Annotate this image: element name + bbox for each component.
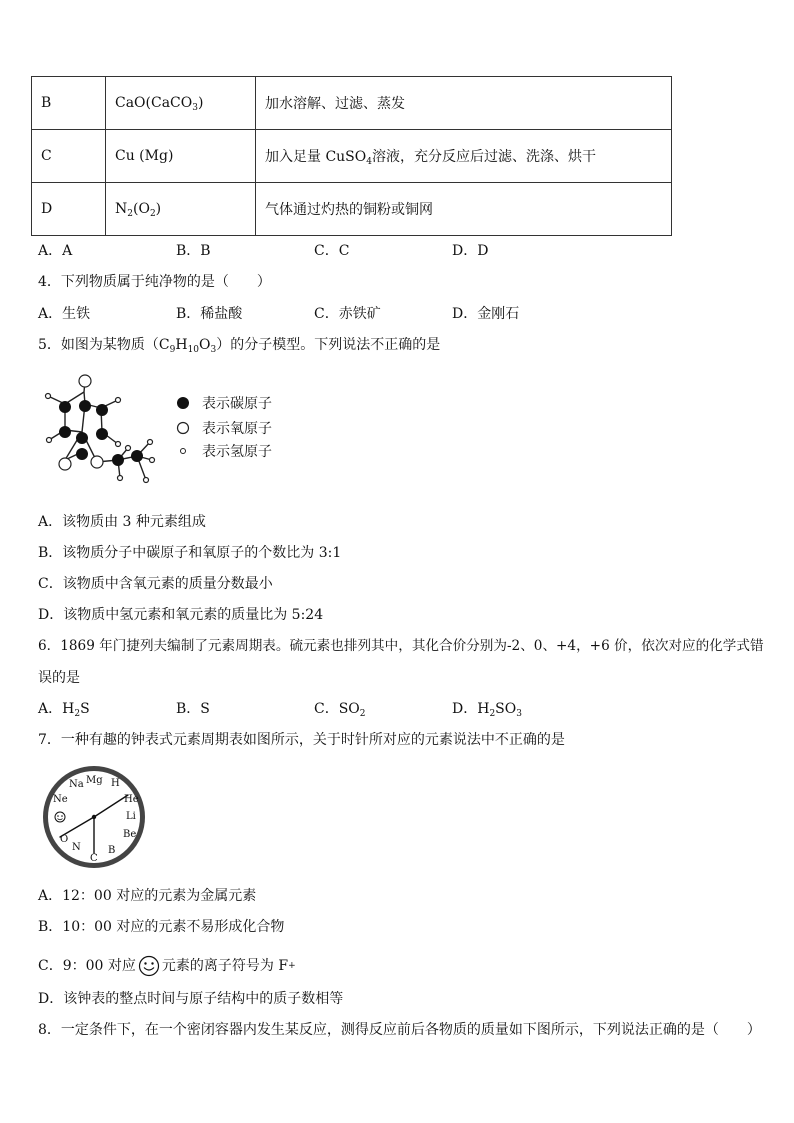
q8-stem: 8．一定条件下，在一个密闭容器内发生某反应，测得反应前后各物质的质量如下图所示，下列说法正确的是（ ） [38,1022,761,1038]
row-label: C [32,130,106,183]
q6-option-a: A．$H_2S$ [38,701,90,719]
molecule-model [40,372,160,484]
legend-carbon [176,393,272,413]
clock-label-n: N [72,842,81,853]
legend-hydrogen [176,441,272,461]
q5-option-d: D．该物质中氢元素和氧元素的质量比为 5:24 [38,607,324,623]
q5-option-c: C．该物质中含氧元素的质量分数最小 [38,576,273,592]
clock-label-o: O [60,834,69,845]
row-label: B [32,77,106,130]
legend-carbon-label: 表示碳原子 [202,396,272,412]
clock-label-li: Li [126,811,136,822]
carbon-atom-icon [176,396,190,410]
clock-label-he: He [124,794,139,805]
q7-option-c: C．9：00 对应 元素的离子符号为 F + [38,955,296,977]
q4-option-b: B．稀盐酸 [176,306,243,322]
row-substance: CaO(CaCO$_3$) [106,77,256,130]
legend-hydrogen-label: 表示氢原子 [202,444,272,460]
q6-option-d: D．$H_2SO_3$ [452,701,522,719]
clock-label-ne: Ne [53,794,68,805]
clock-label-be: Be [123,829,137,840]
q3-option-b: B．B [176,243,211,259]
legend-oxygen-label: 表示氧原子 [202,421,272,437]
q7-option-d: D．该钟表的整点时间与原子结构中的质子数相等 [38,991,344,1007]
hydrogen-atom-icon [176,444,190,458]
q5-stem: 5．如图为某物质$(C_9H_{10}O_3)$的分子模型。下列说法不正确的是 [38,337,441,355]
q7-option-b: B．10：00 对应的元素不易形成化合物 [38,919,285,935]
row-label: D [32,183,106,236]
q7-option-a: A．12：00 对应的元素为金属元素 [38,888,257,904]
table-row [32,130,672,183]
q6-stem-line2: 误的是 [38,670,80,686]
oxygen-atom-icon [176,421,190,435]
q3-option-a: A．A [38,243,73,259]
q6-option-b: B．S [176,701,210,717]
q6-option-c: C．$SO_2$ [314,701,366,719]
q5-option-b: B．该物质分子中碳原子和氧原子的个数比为 3:1 [38,545,342,561]
row-method: 加入足量 CuSO$_4$溶液，充分反应后过滤、洗涤、烘干 [256,130,672,183]
clock-label-na: Na [69,779,84,790]
q4-stem: 4．下列物质属于纯净物的是（ ） [38,274,271,290]
clock-label-b: B [108,845,116,856]
q7-stem: 7．一种有趣的钟表式元素周期表如图所示，关于时针所对应的元素说法中不正确的是 [38,732,565,748]
table-row [32,77,672,130]
row-substance: $N_2(O_2)$ [106,183,256,236]
q3-option-d: D．D [452,243,489,259]
q4-option-d: D．金刚石 [452,306,520,322]
separation-table [31,76,672,236]
clock-label-mg: Mg [86,775,103,786]
q4-option-c: C．赤铁矿 [314,306,381,322]
clock-label-c: C [90,853,98,864]
legend-oxygen [176,418,272,438]
smiley-icon [138,955,160,977]
table-row [32,183,672,236]
element-clock [38,765,150,869]
clock-label-h: H [111,778,120,789]
row-method: 气体通过灼热的铜粉或铜网 [256,183,672,236]
row-method: 加水溶解、过滤、蒸发 [256,77,672,130]
q6-stem-line1: 6．1869 年门捷列夫编制了元素周期表。硫元素也排列其中，其化合价分别为-2、0、+4，+6 价，依次对应的化学式错 [38,638,764,654]
row-substance: Cu (Mg) [106,130,256,183]
q3-option-c: C．C [314,243,350,259]
q5-option-a: A．该物质由 3 种元素组成 [38,514,206,530]
q4-option-a: A．生铁 [38,306,91,322]
